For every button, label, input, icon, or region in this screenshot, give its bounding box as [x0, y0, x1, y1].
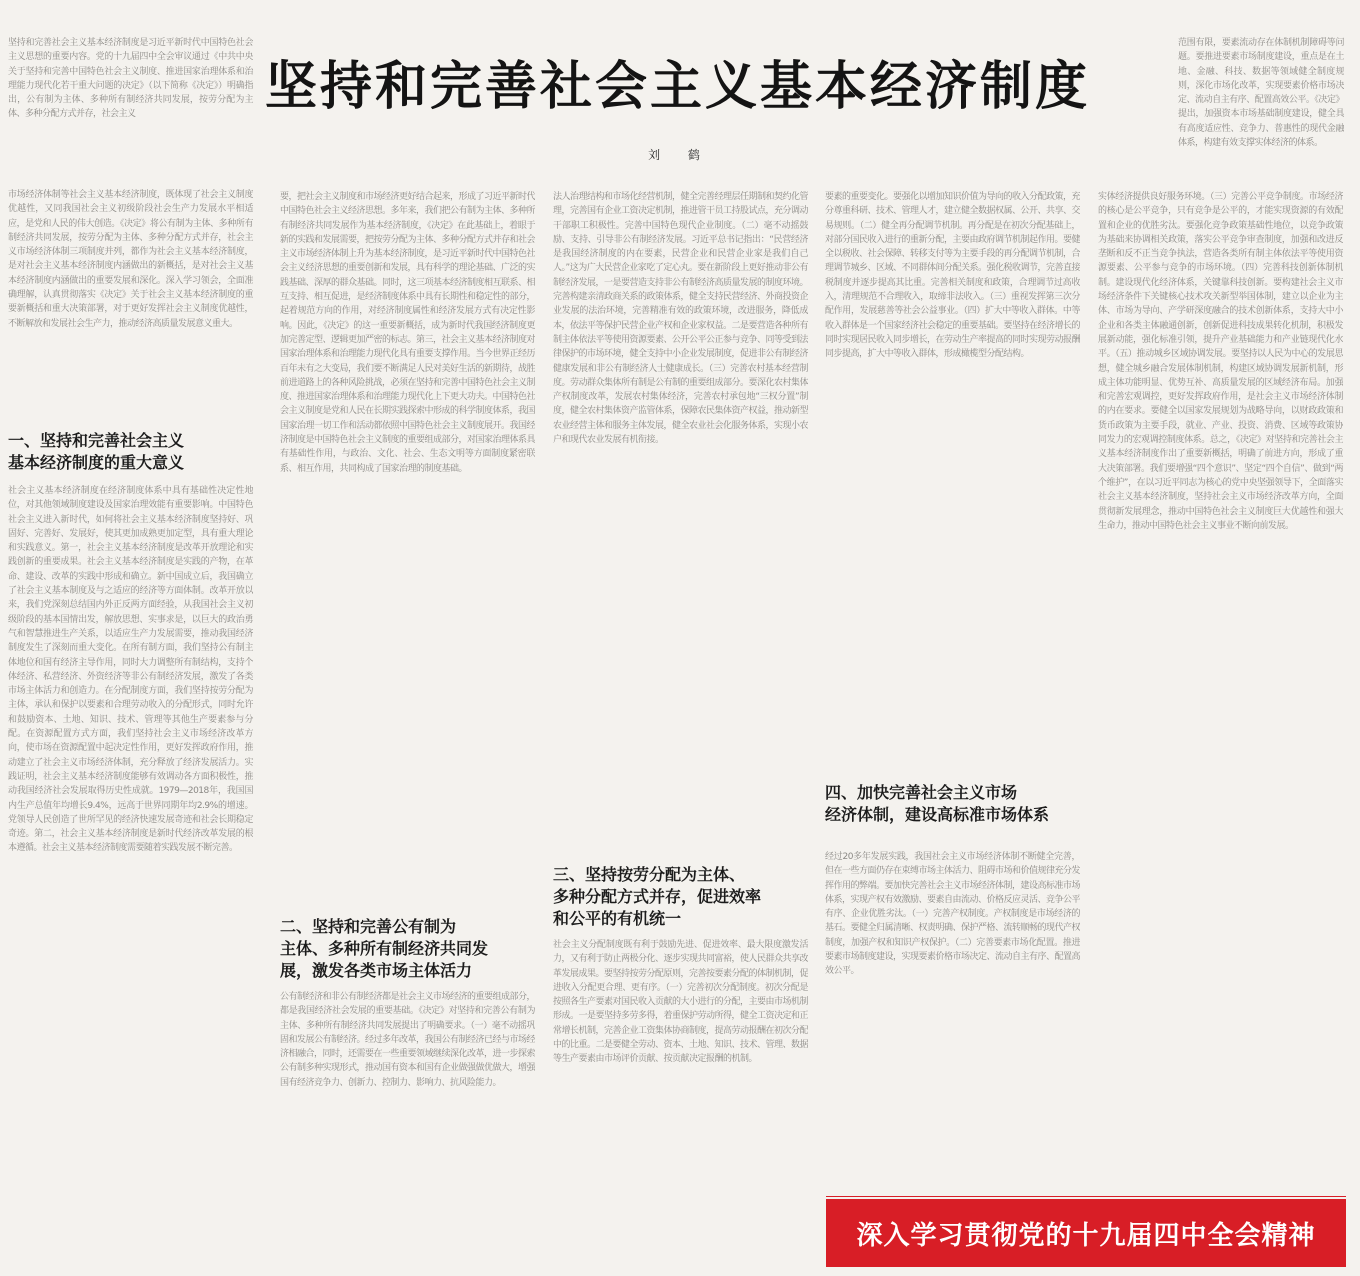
column-1-intro: 坚持和完善社会主义基本经济制度是习近平新时代中国特色社会主义思想的重要内容。党的十九届四中全会审议通过《中共中央关于坚持和完善中国特色社会主义制度、推进国家治理体系和治理能力现代化若干重大问题的决定》（以下简称《决定》）明确指出，公有制为主体、多种所有制经济共同发展，按劳分配为主体、多种分配方式并存，社会主义 [8, 38, 253, 120]
column-3-bottom: 社会主义分配制度既有利于鼓励先进、促进效率、最大限度激发活力，又有利于防止两极分化、逐步实现共同富裕，使人民群众共享改革发展成果。要坚持按劳分配原则，完善按要素分配的体制机制，促进收入分配更合理、更有序。（一）完善初次分配制度。初次分配是按照各生产要素对国民收入贡献的大小进行的分配，主要由市场机制形成。一是要坚持多劳多得，着重保护劳动所得，健全工资决定和正常增长机制，完善企业工资集体协商制度，提高劳动报酬在初次分配中的比重。二是要健全劳动、资本、土地、知识、技术、管理、数据等生产要素由市场评价贡献、按贡献决定报酬的机制。 [553, 940, 808, 1065]
column-2-top: 要，把社会主义制度和市场经济更好结合起来，形成了习近平新时代中国特色社会主义经济思想。多年来，我们把公有制为主体、多种所有制经济共同发展作为基本经济制度，《决定》在此基础上，着眼于新的实践和发展需要，把按劳分配为主体、多种分配方式并存和社会主义市场经济体制上升为基本经济制度，是习近平新时代中国特色社会主义经济思想的重要创新和发展，具有科学的理论基础、广泛的实践基础、深厚的群众基础。同时，这三项基本经济制度相互联系、相互支持、相互促进，是经济制度体系中具有长期性和稳定性的部分，起着规范方向的作用，对经济制度属性和经济发展方式有决定性影响。因此，《决定》的这一重要新概括，成为新时代我国经济制度更加完善定型、逻辑更加严密的标志。第三，社会主义基本经济制度对国家治理体系和治理能力现代化具有重要支撑作用。当今世界正经历百年未有之大变局，我们要不断满足人民对美好生活的新期待，战胜前进道路上的各种风险挑战，必须在坚持和完善中国特色社会主义制度、推进国家治理体系和治理能力现代化上下更大功夫。中国特色社会主义制度是党和人民在长期实践探索中形成的科学制度体系，我国国家治理一切工作和活动都依照中国特色社会主义制度展开。我国经济制度是中国特色社会主义制度的重要组成部分，对国家治理体系具有基础性作用，与政治、文化、社会、生态文明等方面制度紧密联系、相互作用，共同构成了国家治理的制度基础。 [280, 192, 535, 474]
section-heading-1: 一、坚持和完善社会主义 基本经济制度的重大意义 [8, 431, 185, 472]
section-heading-4: 四、加快完善社会主义市场 经济体制，建设高标准市场体系 [825, 783, 1050, 824]
column-5-top: 范围有限，要素流动存在体制机制障碍等问题。要推进要素市场制度建设，重点是在土地、金融、科技、数据等领域健全制度规则，深化市场化改革，实现要素价格市场决定、流动自主有序、配置高效公平。《决定》提出，加强资本市场基础制度建设，健全具有高度适应性、竞争力、普惠性的现代金融体系，构建有效支撑实体经济的体系。 [1178, 38, 1344, 149]
banner-rule [826, 1196, 1346, 1197]
section-heading-2: 二、坚持和完善公有制为 主体、多种所有制经济共同发 展，激发各类市场主体活力 [280, 917, 489, 980]
column-4-top: 要素的重要变化。要强化以增加知识价值为导向的收入分配政策，充分尊重科研、技术、管理人才，建立健全数据权属、公开、共享、交易规则。（二）健全再分配调节机制。再分配是在初次分配基础上，对部分国民收入进行的重新分配，主要由政府调节机制起作用。要健全以税收、社会保障、转移支付等为主要手段的再分配调节机制，合理调节城乡、区域、不同群体间分配关系。强化税收调节，完善直接税制度并逐步提高其比重。完善相关制度和政策，合理调节过高收入，清理规范不合理收入，取缔非法收入。（三）重视发挥第三次分配作用，发展慈善等社会公益事业。（四）扩大中等收入群体。中等收入群体是一个国家经济社会稳定的重要基础。要坚持在经济增长的同时实现居民收入同步增长，在劳动生产率提高的同时实现劳动报酬同步提高，扩大中等收入群体，形成橄榄型分配结构。 [825, 192, 1080, 360]
column-1-lead: 市场经济体制等社会主义基本经济制度，既体现了社会主义制度优越性，又同我国社会主义初级阶段社会生产力发展水平相适应，是党和人民的伟大创造。《决定》将公有制为主体、多种所有制经济共同发展，按劳分配为主体、多种分配方式并存，社会主义市场经济体制三项制度并列，都作为社会主义基本经济制度，是对社会主义基本经济制度内涵做出的新概括，是对社会主义基本经济制度内涵做出的重要发展和深化。深入学习领会，全面准确理解，认真贯彻落实《决定》关于社会主义基本经济制度的重要新概括和重大决策部署，对于更好发挥社会主义制度优越性，不断解放和发展社会生产力，推动经济高质量发展意义重大。 [8, 190, 253, 329]
column-2-bottom: 公有制经济和非公有制经济都是社会主义市场经济的重要组成部分，都是我国经济社会发展的重要基础。《决定》对坚持和完善公有制为主体、多种所有制经济共同发展提出了明确要求。（一）毫不动摇巩固和发展公有制经济。经过多年改革，我国公有制经济已经与市场经济相融合，同时，还需要在一些重要领域继续深化改革，进一步探索公有制多种实现形式，推动国有资本和国有企业做强做优做大，增强国有经济竞争力、创新力、控制力、影响力、抗风险能力。 [280, 992, 535, 1088]
column-4-bottom: 经过20多年发展实践，我国社会主义市场经济体制不断健全完善，但在一些方面仍存在束缚市场主体活力、阻碍市场和价值规律充分发挥作用的弊端。要加快完善社会主义市场经济体制，建设高标准市场体系，实现产权有效激励、要素自由流动、价格反应灵活、竞争公平有序、企业优胜劣汰。（一）完善产权制度。产权制度是市场经济的基石。要健全归属清晰、权责明确、保护严格、流转顺畅的现代产权制度，加强产权和知识产权保护。（二）完善要素市场化配置。推进要素市场制度建设，实现要素价格市场决定、流动自主有序、配置高效公平。 [825, 852, 1080, 977]
column-1-body: 社会主义基本经济制度在经济制度体系中具有基础性决定性地位，对其他领域制度建设及国家治理效能有重要影响。中国特色社会主义进入新时代，如何将社会主义基本经济制度坚持好、巩固好、完善好、发展好，使其更加成熟更加定型，具有重大理论和实践意义。第一，社会主义基本经济制度是改革开放理论和实践创新的重要成果。社会主义基本经济制度是实践的产物，在革命、建设、改革的实践中形成和确立。新中国成立后，我国确立了社会主义基本制度及与之适应的经济等方面体制。改革开放以来，我们党深刻总结国内外正反两方面经验，从我国社会主义初级阶段的基本国情出发，解放思想、实事求是，以巨大的政治勇气和智慧推进生产关系，以适应生产力发展需要，推动我国经济制度发生了深刻而重大变化。在所有制方面，我们坚持公有制主体地位和国有经济主导作用，同时大力调整所有制结构，支持个体经济、私营经济、外资经济等非公有制经济发展，激发了各类市场主体活力和创造力。在分配制度方面，我们坚持按劳分配为主体，承认和保护以要素和合理劳动收入的分配形式，同时允许和鼓励资本、土地、知识、技术、管理等其他生产要素参与分配。在资源配置方式方面，我们坚持社会主义市场经济改革方向，使市场在资源配置中起决定性作用，更好发挥政府作用，推动建立了社会主义市场经济体制，充分释放了经济发展活力。实践证明，社会主义基本经济制度能够有效调动各方面积极性，推动我国经济社会发展取得历史性成就。1979—2018年，我国国内生产总值年均增长9.4%，远高于世界同期年均2.9%的增速。党领导人民创造了世所罕见的经济快速发展奇迹和社会长期稳定奇迹。第二，社会主义基本经济制度是新时代经济改革发展的根本遵循。社会主义基本经济制度需要随着实践发展不断完善。 [8, 486, 253, 854]
series-banner: 深入学习贯彻党的十九届四中全会精神 [826, 1199, 1346, 1267]
section-heading-3: 三、坚持按劳分配为主体、 多种分配方式并存，促进效率 和公平的有机统一 [553, 865, 762, 928]
author-byline: 刘 鹤 [648, 148, 712, 162]
column-5-body: 实体经济提供良好服务环境。（三）完善公平竞争制度。市场经济的核心是公平竞争，只有竞争是公平的，才能实现资源的有效配置和企业的优胜劣汰。要强化竞争政策基础性地位，以竞争政策为基础来协调相关政策，落实公平竞争审查制度，加强和改进反垄断和反不正当竞争执法，营造各类所有制主体依法平等使用资源要素、公平参与竞争的市场环境。（四）完善科技创新体制机制。建设现代化经济体系，关键靠科技创新。要构建社会主义市场经济条件下关键核心技术攻关新型举国体制，建立以企业为主体、市场为导向、产学研深度融合的技术创新体系，支持大中小企业和各类主体融通创新，创新促进科技成果转化机制，积极发展新动能，强化标准引领，提升产业基础能力和产业链现代化水平。（五）推动城乡区域协调发展。要坚持以人民为中心的发展思想，健全城乡融合发展体制机制，构建区域协调发展新机制，形成主体功能明显、优势互补、高质量发展的区域经济布局。加强和完善宏观调控，更好发挥政府作用，是社会主义市场经济体制的内在要求。要健全以国家发展规划为战略导向，以财政政策和货币政策为主要手段，就业、产业、投资、消费、区域等政策协同发力的宏观调控制度体系。总之，《决定》对坚持和完善社会主义基本经济制度作出了重要新概括，明确了前进方向，形成了重大决策部署。我们要增强“四个意识”、坚定“四个自信”、做到“两个维护”，在以习近平同志为核心的党中央坚强领导下，全面落实社会主义基本经济制度，坚持社会主义市场经济改革方向，全面贯彻新发展理念，推动中国特色社会主义制度巨大优越性和强大生命力，推动中国特色社会主义事业不断向前发展。 [1098, 192, 1343, 531]
column-3-top: 法人治理结构和市场化经营机制，健全完善经理层任期制和契约化管理，完善国有企业工资决定机制，推进管干员工持股试点，充分调动干部职工积极性。完善中国特色现代企业制度。（二）毫不动摇鼓励、支持、引导非公有制经济发展。习近平总书记指出：“民营经济是我国经济制度的内在要素，民营企业和民营企业家是我们自己人。”这为广大民营企业家吃了定心丸。要在新阶段上更好推动非公有制经济发展，一是要营造支持非公有制经济高质量发展的制度环境。完善构建亲清政商关系的政策体系，健全支持民营经济、外商投资企业发展的法治环境，完善精准有效的政策环境，改进服务，降低成本，依法平等保护民营企业产权和企业家权益。二是要营造各种所有制主体依法平等使用资源要素、公开公平公正参与竞争、同等受到法律保护的市场环境，健全支持中小企业发展制度，促进非公有制经济健康发展和非公有制经济人士健康成长。（三）完善农村基本经营制度。劳动群众集体所有制是公有制的重要组成部分。要深化农村集体产权制度改革，发展农村集体经济，完善农村承包地“三权分置”制度，健全农村集体资产监管体系，保障农民集体资产权益，推动新型农业经营主体和服务主体发展，健全农业社会化服务体系，实现小农户和现代农业发展有机衔接。 [553, 192, 808, 446]
article-headline: 坚持和完善社会主义基本经济制度 [264, 56, 1090, 117]
